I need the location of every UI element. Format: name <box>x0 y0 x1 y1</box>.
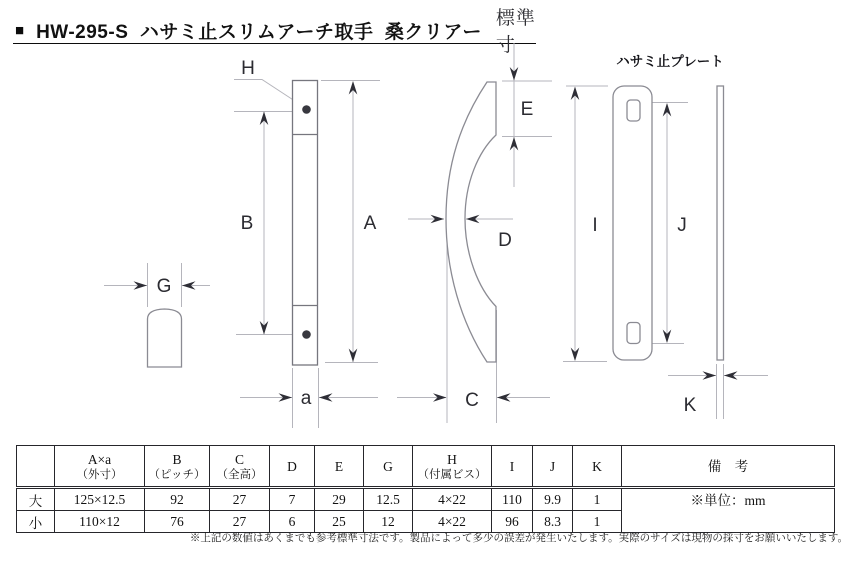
cell-large-i: 110 <box>492 488 533 511</box>
row-label-large: 大 <box>17 488 55 511</box>
cell-small-h: 4×22 <box>413 511 492 533</box>
cell-large-j: 9.9 <box>533 488 573 511</box>
cell-small-axa: 110×12 <box>55 511 145 533</box>
dimension-label-b: B <box>240 213 254 234</box>
plate-outline <box>613 86 652 360</box>
dimension-label-j: J <box>677 215 687 236</box>
handle-front-view <box>293 81 318 366</box>
table-row-large <box>17 488 835 511</box>
cell-large-g: 12.5 <box>364 488 413 511</box>
header-h: H （付属ビス） <box>413 446 492 488</box>
top-screw-hole <box>302 105 311 114</box>
dimension-label-g: G <box>156 276 172 297</box>
cell-large-b: 92 <box>145 488 210 511</box>
arch-side-outline <box>446 82 496 362</box>
dimension-label-c: C <box>465 390 479 411</box>
handle-front-outline <box>293 81 318 366</box>
header-i: I <box>492 446 533 488</box>
dimension-label-e: E <box>520 99 534 120</box>
plate-front-view <box>613 86 724 360</box>
header-k: K <box>573 446 622 488</box>
remarks-cell: ※単位：mm <box>622 488 835 533</box>
cell-small-i: 96 <box>492 511 533 533</box>
spec-table <box>16 445 835 533</box>
header-axa: A×a （外寸） <box>55 446 145 488</box>
header-d: D <box>270 446 315 488</box>
cell-small-d: 6 <box>270 511 315 533</box>
cell-large-e: 29 <box>315 488 364 511</box>
plate-title: ハサミ止プレート <box>616 54 724 69</box>
dimension-label-d: D <box>498 230 512 251</box>
cell-small-g: 12 <box>364 511 413 533</box>
cell-small-b: 76 <box>145 511 210 533</box>
bottom-screw-hole <box>302 330 311 339</box>
title-suffix: 標準寸 <box>495 8 536 56</box>
dimension-label-a-upper: A <box>363 213 377 234</box>
cell-large-c: 27 <box>210 488 270 511</box>
cell-large-k: 1 <box>573 488 622 511</box>
header-remarks: 備 考 <box>622 446 835 488</box>
header-c: C （全高） <box>210 446 270 488</box>
dimension-label-h: H <box>241 58 255 79</box>
header-j: J <box>533 446 573 488</box>
cell-small-j: 8.3 <box>533 511 573 533</box>
cell-large-h: 4×22 <box>413 488 492 511</box>
title-square-icon: ■ <box>15 21 25 39</box>
header-g: G <box>364 446 413 488</box>
disclaimer-footnote: ※上記の数値はあくまでも参考標準寸法です。製品によって多少の誤差が発生いたします。実際のサイズは現物の採寸をお願いいたします。 <box>189 533 848 544</box>
cell-large-d: 7 <box>270 488 315 511</box>
dimension-label-a-lower: a <box>300 388 312 409</box>
plate-side-view <box>717 86 724 360</box>
title-text: HW-295-S ハサミ止スリムアーチ取手 桑クリアー <box>36 21 482 43</box>
dimension-label-k: K <box>683 395 697 416</box>
cell-large-axa: 125×12.5 <box>55 488 145 511</box>
grip-section-outline <box>148 309 182 367</box>
header-b: B （ピッチ） <box>145 446 210 488</box>
dimension-label-i: I <box>592 215 598 236</box>
plate-dimension-lines <box>563 86 768 419</box>
cell-small-c: 27 <box>210 511 270 533</box>
plate-top-slot <box>627 100 640 121</box>
cell-small-e: 25 <box>315 511 364 533</box>
row-label-small: 小 <box>17 511 55 533</box>
plate-bottom-slot <box>627 323 640 344</box>
header-e: E <box>315 446 364 488</box>
table-header-row <box>17 446 835 488</box>
header-corner <box>17 446 55 488</box>
cell-small-k: 1 <box>573 511 622 533</box>
